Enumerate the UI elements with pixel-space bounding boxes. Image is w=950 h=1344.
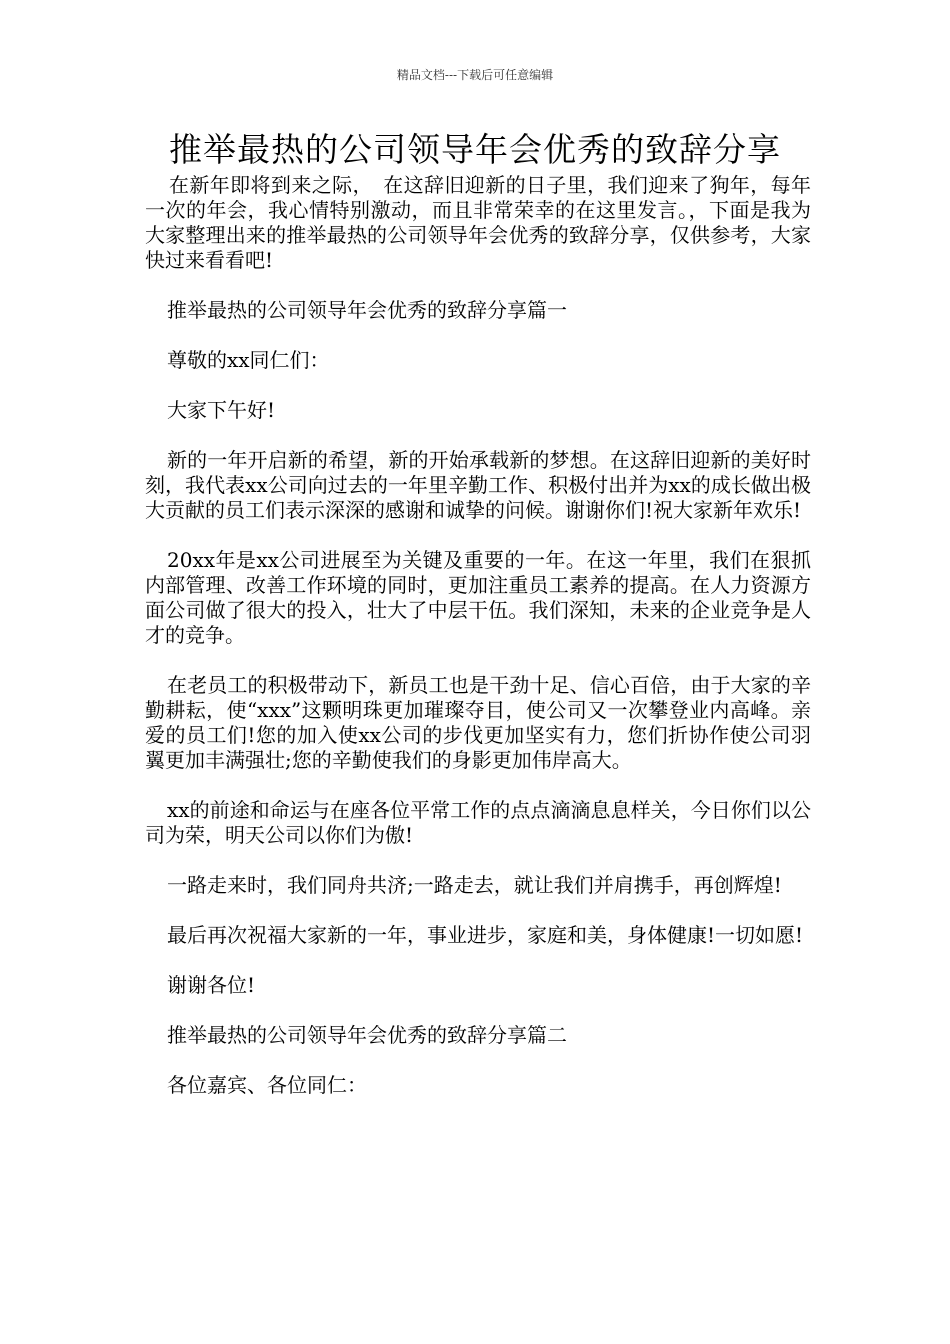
body-paragraph: 最后再次祝福大家新的一年，事业进步，家庭和美，身体健康!一切如愿! (167, 923, 804, 947)
body-paragraph: xx的前途和命运与在座各位平常工作的点点滴滴息息样关，今日你们以公司为荣，明天公司以你们为傲! (145, 798, 811, 847)
intro-paragraph: 在新年即将到来之际， 在这辞旧迎新的日子里，我们迎来了狗年，每年一次的年会，我心情特别激动，而且非常荣幸的在这里发言。，下面是我为大家整理出来的推举最热的公司领导年会优秀的致辞分享，仅供参考，大家快过来看看吧! (145, 173, 811, 272)
salutation-2: 各位嘉宾、各位同仁： (167, 1073, 367, 1097)
document-body (145, 173, 811, 1123)
body-paragraph: 在老员工的积极带动下，新员工也是干劲十足、信心百倍，由于大家的辛勤耕耘，使“xxx”这颗明珠更加璀璨夺目，使公司又一次攀登业内高峰。亲爱的员工们!您的加入使xx公司的步伐更加坚实有力，您们折协作使公司羽翼更加丰满强壮;您的辛勤使我们的身影更加伟岸高大。 (145, 673, 811, 772)
body-paragraph: 新的一年开启新的希望，新的开始承载新的梦想。在这辞旧迎新的美好时刻，我代表xx公司向过去的一年里辛勤工作、积极付出并为xx的成长做出极大贡献的员工们表示深深的感谢和诚挚的问候。谢谢你们!祝大家新年欢乐! (145, 448, 811, 522)
greeting: 大家下午好! (167, 398, 276, 422)
document-title: 推举最热的公司领导年会优秀的致辞分享 (169, 130, 781, 169)
header-note: 精品文档---下载后可任意编辑 (396, 68, 554, 82)
salutation: 尊敬的xx同仁们： (167, 348, 330, 372)
section-heading-1: 推举最热的公司领导年会优秀的致辞分享篇一 (167, 298, 567, 322)
body-paragraph: 20xx年是xx公司进展至为关键及重要的一年。在这一年里，我们在狠抓内部管理、改善工作环境的同时，更加注重员工素养的提高。在人力资源方面公司做了很大的投入，壮大了中层干伍。我们深知，未来的企业竞争是人才的竞争。 (145, 548, 811, 647)
section-heading-2: 推举最热的公司领导年会优秀的致辞分享篇二 (167, 1023, 567, 1047)
closing-thanks: 谢谢各位! (167, 973, 256, 997)
body-paragraph: 一路走来时，我们同舟共济;一路走去，就让我们并肩携手，再创辉煌! (167, 873, 782, 897)
